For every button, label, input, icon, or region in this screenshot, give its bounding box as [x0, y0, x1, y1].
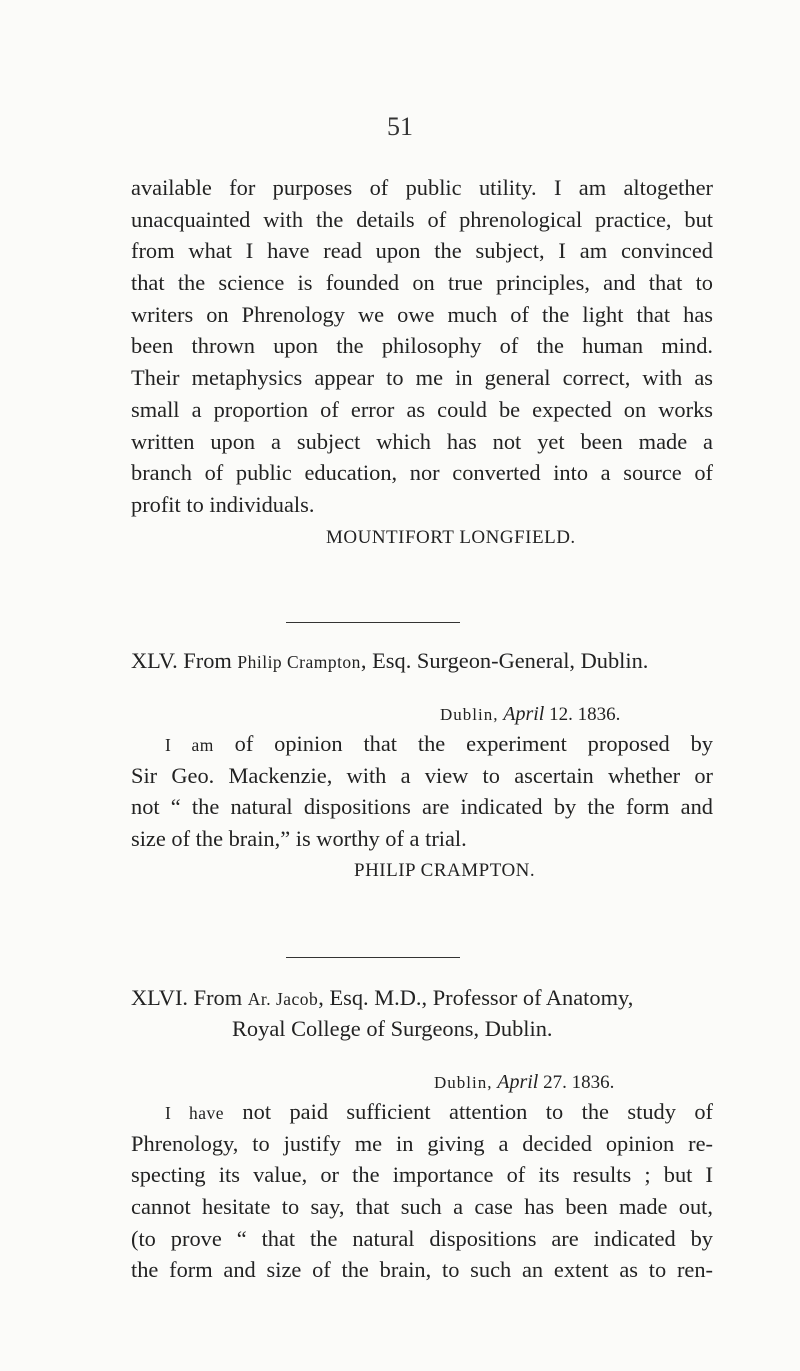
letter-number: XLVI.: [131, 985, 189, 1010]
correspondent-title: , Esq. Surgeon-General, Dublin.: [360, 648, 649, 673]
letter-number: XLV.: [131, 648, 178, 673]
text-line: from what I have read upon the subject, I am convinced: [131, 238, 713, 264]
correspondent-title: , Esq. M.D., Professor of Anatomy,: [318, 985, 634, 1010]
text-line: not “ the natural dispositions are indicated by the form and: [131, 794, 713, 820]
correspondent-name: Ar. Jacob: [247, 989, 319, 1009]
letter-46-heading-line2: Royal College of Surgeons, Dublin.: [232, 1016, 553, 1041]
text-line: branch of public education, nor converted into a source of: [131, 460, 713, 486]
correspondent-name: Philip Crampton: [237, 652, 361, 672]
text-line: cannot hesitate to say, that such a case has been made out,: [131, 1194, 713, 1220]
text-line: written upon a subject which has not yet been made a: [131, 428, 713, 454]
text-line: profit to individuals.: [131, 491, 315, 517]
page-number: 51: [387, 112, 413, 141]
text-line: size of the brain,” is worthy of a trial.: [131, 826, 467, 852]
letter-45-dateline: [440, 703, 620, 726]
text-line: been thrown upon the philosophy of the human mind.: [131, 333, 713, 359]
opening-words: I am: [165, 735, 214, 755]
letter-45-heading: [131, 645, 713, 679]
text-line: small a proportion of error as could be expected on works: [131, 396, 713, 422]
dateline-day-year: 27. 1836.: [538, 1072, 615, 1093]
section-divider: [286, 622, 460, 623]
dateline-month: April: [503, 703, 545, 725]
text-line: the form and size of the brain, to such an extent as to ren-: [131, 1257, 713, 1283]
letter-45-body: [131, 728, 713, 855]
heading-from: From: [193, 985, 243, 1010]
letter-46-body: [131, 1096, 713, 1286]
letter-46-dateline: [434, 1071, 614, 1094]
opening-words: I have: [165, 1103, 224, 1123]
text-line: Phrenology, to justify me in giving a decided opinion re-: [131, 1130, 713, 1156]
text-line: Their metaphysics appear to me in general correct, with as: [131, 365, 713, 391]
dateline-month: April: [497, 1071, 539, 1093]
text-line: I am of opinion that the experiment proposed by: [165, 731, 714, 756]
text-line: available for purposes of public utility. I am altogether: [131, 175, 713, 200]
text-line: that the science is founded on true principles, and that to: [131, 270, 713, 296]
letter-44-body: [131, 172, 713, 521]
text-line: specting its value, or the importance of its results ; but I: [131, 1162, 713, 1188]
text-line: writers on Phrenology we owe much of the light that has: [131, 301, 713, 327]
text-line: unacquainted with the details of phrenological practice, but: [131, 206, 713, 232]
text-line: Sir Geo. Mackenzie, with a view to ascertain whether or: [131, 762, 713, 788]
signature-crampton: PHILIP CRAMPTON.: [354, 860, 536, 881]
dateline-day-year: 12. 1836.: [544, 704, 621, 725]
letter-46-heading: [131, 982, 713, 1016]
dateline-place: Dublin,: [434, 1073, 493, 1092]
text-line: (to prove “ that the natural dispositions are indicated by: [131, 1225, 713, 1251]
heading-from: From: [183, 648, 232, 673]
section-divider: [286, 957, 460, 958]
dateline-place: Dublin,: [440, 705, 499, 724]
signature-longfield: MOUNTIFORT LONGFIELD.: [326, 527, 576, 548]
text-line: I have not paid sufficient attention to the study of: [165, 1099, 713, 1124]
